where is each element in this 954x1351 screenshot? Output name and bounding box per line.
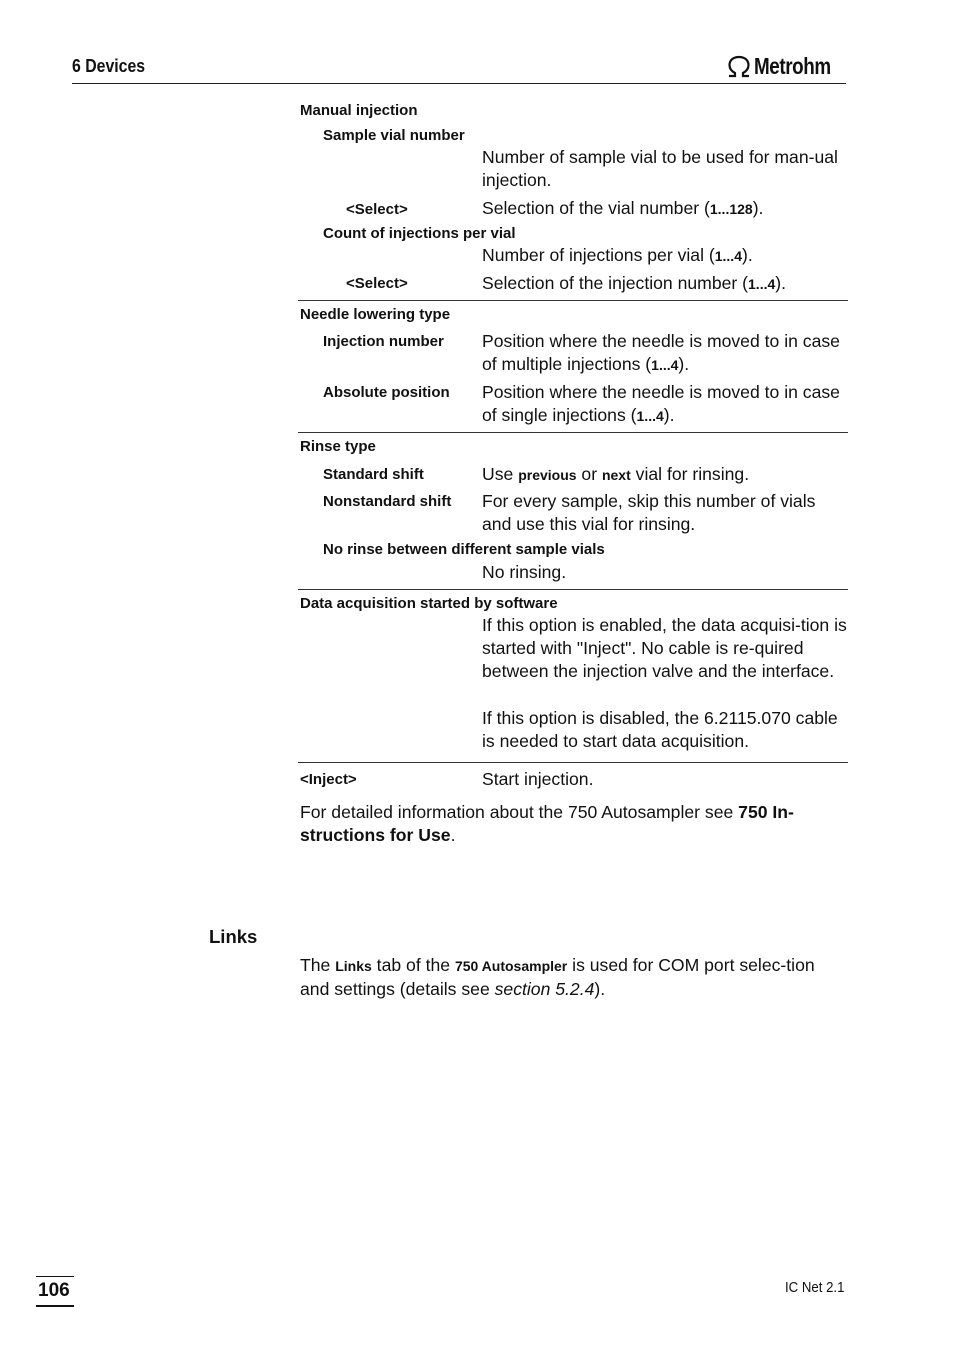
sample-vial-desc: Number of sample vial to be used for man-ual injection.	[482, 147, 838, 190]
select-vial-desc: Selection of the vial number (1...128).	[482, 198, 764, 218]
detail-paragraph: For detailed information about the 750 Autosampler see 750 In-structions for Use.	[300, 802, 794, 845]
product-name: IC Net 2.1	[785, 1279, 845, 1296]
select-injection-label: <Select>	[346, 275, 408, 292]
no-rinse-desc: No rinsing.	[482, 562, 567, 582]
absolute-position-desc: Position where the needle is moved to in case of single injections (1...4).	[482, 382, 840, 425]
injection-number-desc: Position where the needle is moved to in case of multiple injections (1...4).	[482, 331, 840, 374]
sample-vial-label: Sample vial number	[323, 127, 465, 144]
nonstandard-shift-desc: For every sample, skip this number of vials and use this vial for rinsing.	[482, 491, 816, 534]
page-number: 106	[38, 1280, 70, 1301]
nonstandard-shift-label: Nonstandard shift	[323, 493, 452, 510]
standard-shift-desc: Use previous or next vial for rinsing.	[482, 464, 750, 484]
data-acquisition-desc-disabled: If this option is disabled, the 6.2115.070 cable is needed to start data acquisition.	[482, 708, 838, 751]
manual-injection-heading: Manual injection	[300, 102, 418, 119]
brand-name: Metrohm	[754, 53, 831, 79]
divider	[298, 300, 848, 301]
count-injections-label: Count of injections per vial	[323, 225, 516, 242]
rinse-type-heading: Rinse type	[300, 438, 376, 455]
metrohm-logo	[726, 53, 848, 80]
count-injections-desc: Number of injections per vial (1...4).	[482, 245, 753, 265]
divider	[298, 589, 848, 590]
no-rinse-label: No rinse between different sample vials	[323, 541, 605, 558]
absolute-position-label: Absolute position	[323, 384, 450, 401]
inject-label: <Inject>	[300, 771, 357, 788]
page-number-rule-top	[36, 1276, 74, 1277]
data-acquisition-heading: Data acquisition started by software	[300, 595, 558, 612]
divider	[298, 762, 848, 763]
needle-lowering-heading: Needle lowering type	[300, 306, 451, 323]
inject-desc: Start injection.	[482, 769, 594, 789]
injection-number-label: Injection number	[323, 333, 444, 350]
divider	[298, 432, 848, 433]
page-number-rule	[36, 1305, 74, 1307]
links-paragraph: The Links tab of the 750 Autosampler is used for COM port selec-tion and settings (details see section 5.2.4).	[300, 955, 815, 999]
standard-shift-label: Standard shift	[323, 466, 424, 483]
section-title: 6 Devices	[72, 56, 146, 76]
omega-icon	[726, 55, 752, 79]
links-heading: Links	[209, 926, 258, 947]
select-vial-label: <Select>	[346, 201, 408, 218]
select-injection-desc: Selection of the injection number (1...4).	[482, 273, 787, 293]
data-acquisition-desc-enabled: If this option is enabled, the data acquisi-tion is started with "Inject". No cable is re-quired between the injection valve and the interface.	[482, 615, 847, 681]
header-rule	[72, 83, 846, 84]
